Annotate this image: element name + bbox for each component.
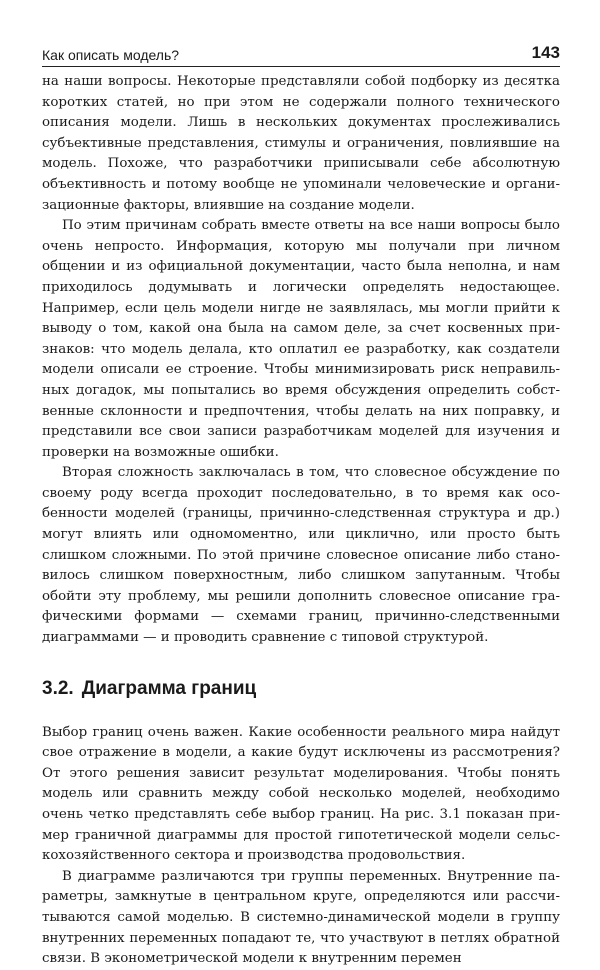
paragraph: Выбор границ очень важен. Какие особенности реального мира найдут свое отражение в модели, а какие будут исключены из рассмотрения? От этого решения зависит результат моделирования. Чтобы понять модель или сравнить между собой несколько моделей, необходимо очень четко представлять себе выбор границ. На рис. 3.1 показан пример граничной диаграммы для простой гипотетической модели сельскохозяйственного сектора и производства продовольствия. (42, 724, 560, 864)
paragraph: Вторая сложность заключалась в том, что словесное обсуждение по своему роду всегда проходит последовательно, в то время как особенности моделей (границы, причинно-следственная структура и др.) могут влиять или одномоментно, или циклично, или просто быть слишком сложными. По этой причине словесное описание либо становилось слишком поверхностным, либо слишком запутанным. Чтобы обойти эту проблему, мы решили дополнить словесное описание графическими формами — схемами границ, причинно-следственными диаграммами — и проводить сравнение с типовой структурой. (42, 465, 560, 646)
running-title: Как описать модель? (42, 47, 180, 63)
section-number: 3.2. (42, 677, 74, 699)
running-header (42, 40, 560, 67)
page-number: 143 (531, 43, 560, 62)
paragraph-continuation: на наши вопросы. Некоторые представляли собой подборку из десятка коротких статей, но при этом не содержали полного технического описания модели. Лишь в нескольких документах прослеживались субъективные представления, стимулы и ограничения, повлиявшие на модель. Похоже, что разработчики приписывали себе абсолютную объективность и потому вообще не упоминали человеческие и организационные факторы, влиявшие на создание модели. (42, 74, 560, 213)
section-title: Диаграмма границ (81, 677, 257, 699)
page-body (42, 72, 560, 970)
section-heading (42, 677, 560, 701)
paragraph: По этим причинам собрать вместе ответы на все наши вопросы было очень непросто. Информация, которую мы получали при личном общении и из официальной документации, часто была неполна, и нам приходилось додумывать и логически определять недостающее. Например, если цель модели нигде не заявлялась, мы могли прийти к выводу о том, какой она была на самом деле, за счет косвенных признаков: что модель делала, кто оплатил ее разработку, как создатели модели описали ее строение. Чтобы минимизировать риск неправильных догадок, мы попытались во время обсуждения определить собственные склонности и предпочтения, чтобы делать на них поправку, и представили все свои записи разработчикам моделей для изучения и проверки на возможные ошибки. (42, 218, 560, 460)
paragraph: В диаграмме различаются три группы переменных. Внутренние параметры, замкнутые в центральном круге, определяются или рассчитываются самой моделью. В системно-динамической модели в группу внутренних переменных попадают те, что участвуют в петлях обратной связи. В эконометрической модели к внутренним перемен (42, 868, 560, 967)
book-page (42, 40, 560, 970)
